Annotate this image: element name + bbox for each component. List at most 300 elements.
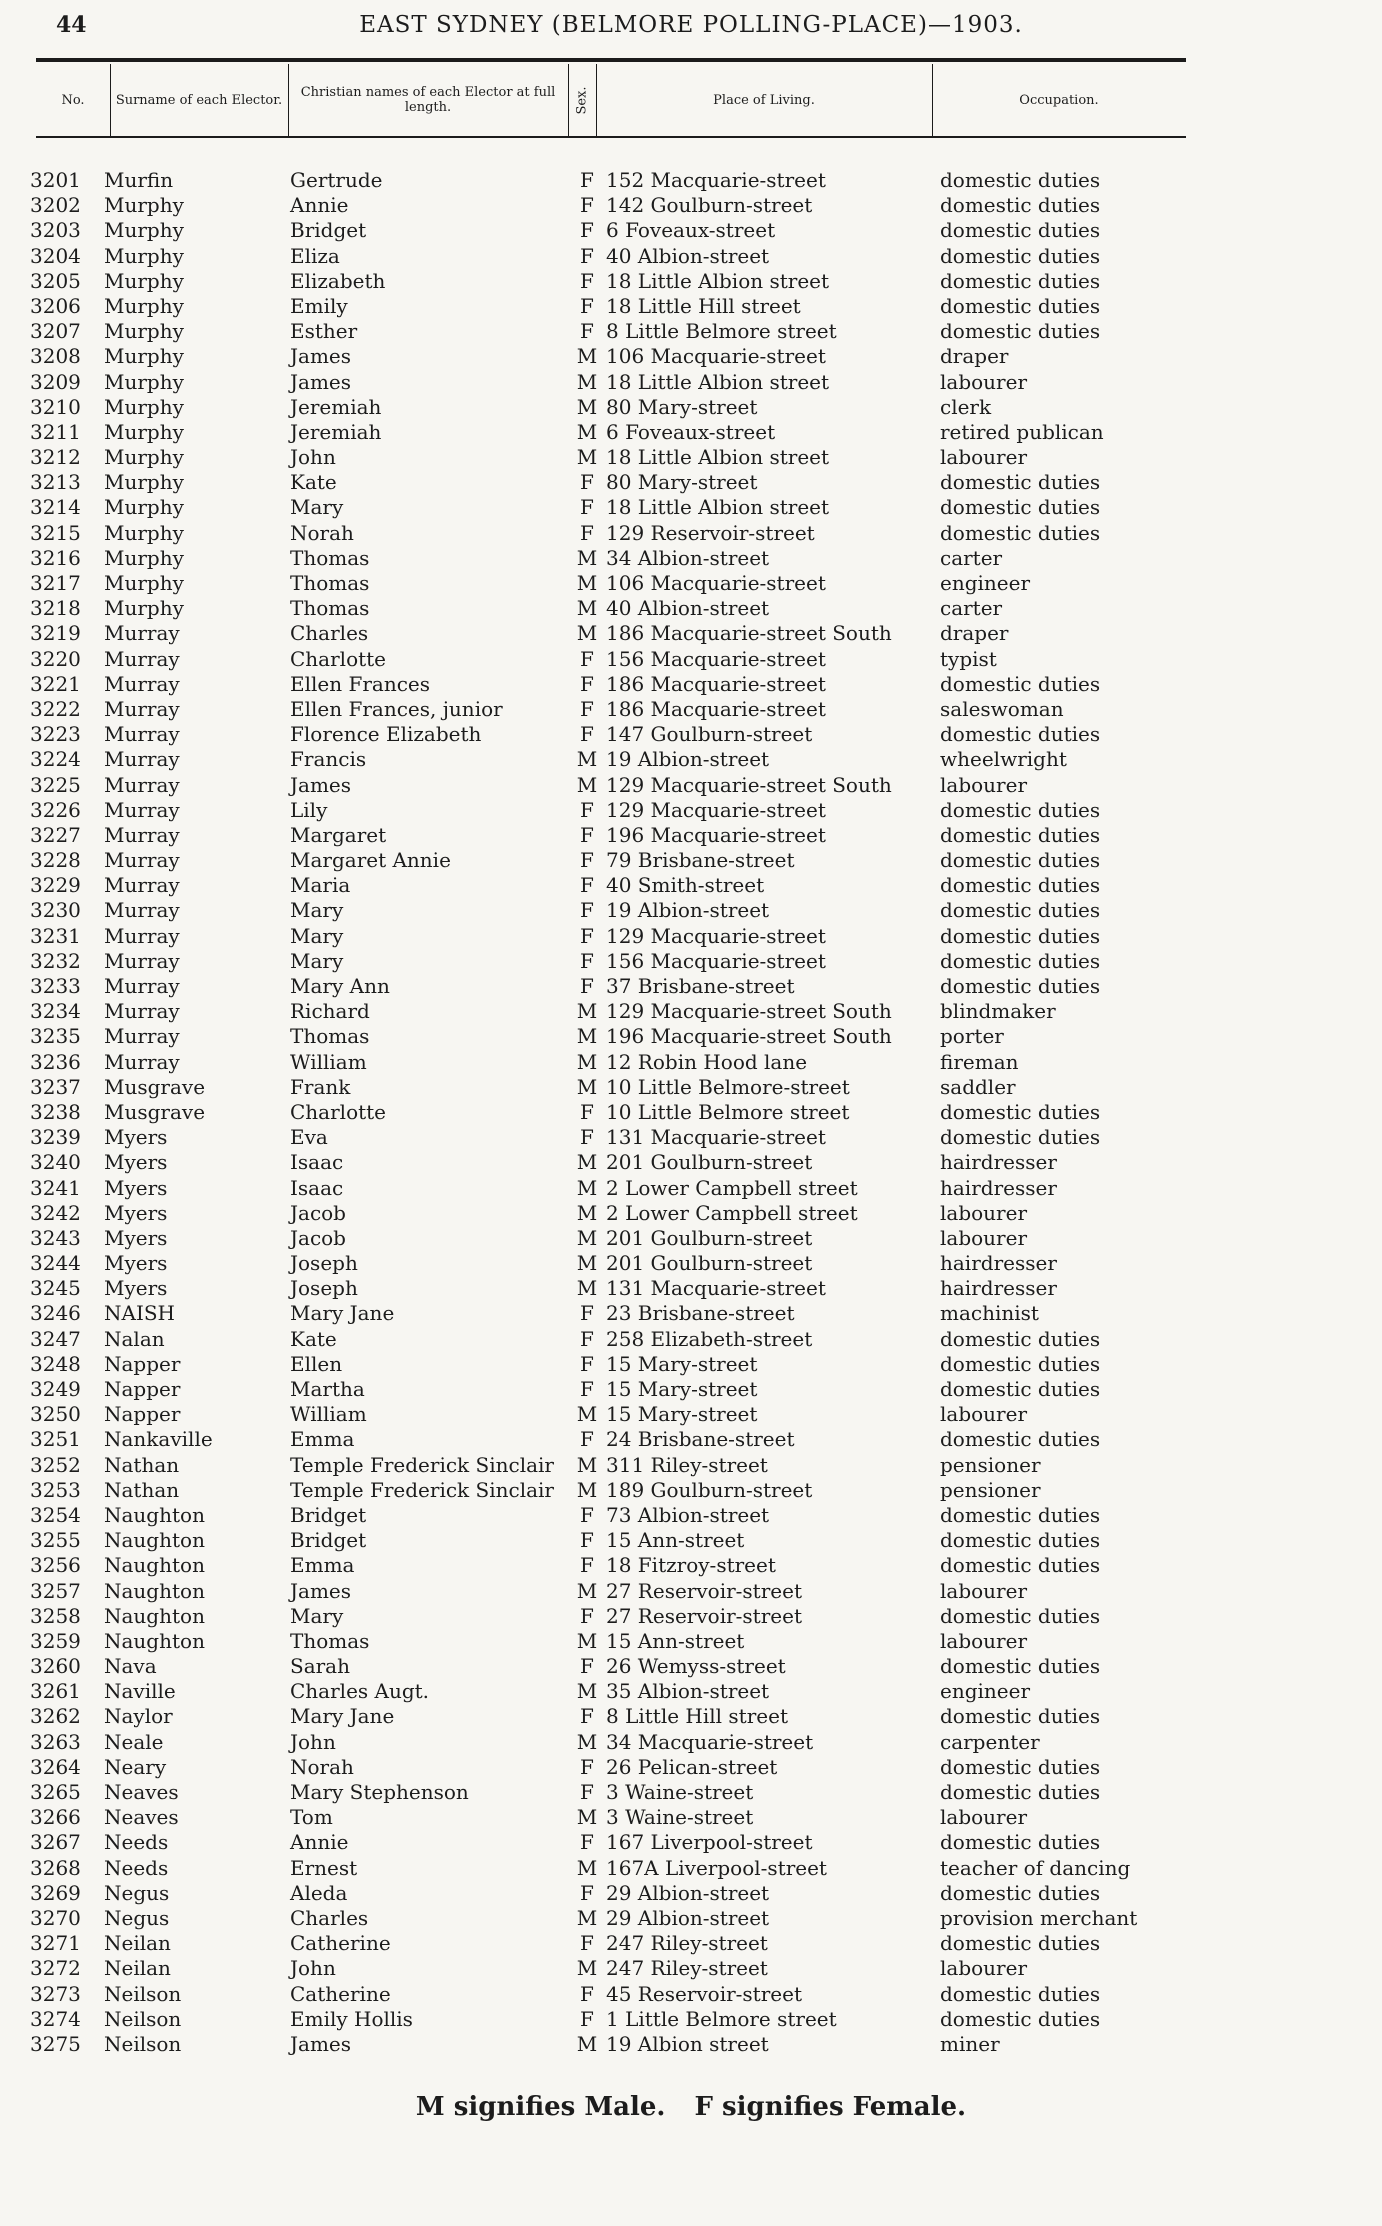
elector-christian-names: Gertrude — [290, 168, 383, 192]
elector-sex: M — [576, 1024, 598, 1049]
elector-occupation: domestic duties — [940, 722, 1101, 747]
elector-surname: Murray — [104, 671, 180, 696]
elector-christian-names: Lily — [290, 797, 328, 822]
elector-christian-names: Kate — [290, 470, 337, 495]
elector-place-of-living: 19 Albion-street — [606, 747, 770, 772]
elector-occupation: domestic duties — [940, 974, 1101, 998]
elector-surname: Neaves — [104, 1805, 179, 1830]
elector-sex: M — [576, 1905, 598, 1930]
elector-christian-names: Thomas — [290, 571, 370, 595]
elector-number: 3267 — [30, 1830, 81, 1855]
elector-surname: Negus — [104, 1905, 170, 1930]
table-row — [0, 571, 1382, 596]
elector-place-of-living: 2 Lower Campbell street — [606, 1200, 858, 1225]
table-row — [0, 697, 1382, 722]
elector-sex: M — [576, 1150, 598, 1175]
elector-number: 3214 — [30, 495, 81, 520]
table-row — [0, 344, 1382, 369]
page-header — [0, 0, 1382, 60]
elector-number: 3237 — [30, 1074, 81, 1099]
elector-christian-names: Jacob — [290, 1225, 346, 1250]
table-row — [0, 521, 1382, 546]
elector-number: 3226 — [30, 797, 81, 822]
elector-place-of-living: 27 Reservoir-street — [606, 1603, 802, 1628]
elector-number: 3275 — [30, 2031, 81, 2056]
elector-christian-names: Thomas — [290, 1024, 370, 1049]
elector-number: 3248 — [30, 1351, 81, 1376]
elector-occupation: miner — [940, 2031, 1000, 2056]
elector-place-of-living: 37 Brisbane-street — [606, 974, 795, 998]
elector-surname: Myers — [104, 1150, 168, 1175]
elector-number: 3225 — [30, 772, 81, 797]
elector-sex: M — [576, 999, 598, 1024]
table-row — [0, 1201, 1382, 1226]
elector-sex: M — [576, 344, 598, 369]
elector-place-of-living: 131 Macquarie-street — [606, 1276, 826, 1301]
elector-place-of-living: 106 Macquarie-street — [606, 344, 826, 369]
elector-place-of-living: 201 Goulburn-street — [606, 1251, 813, 1276]
elector-surname: Naughton — [104, 1553, 205, 1578]
elector-place-of-living: 15 Mary-street — [606, 1402, 758, 1427]
table-row — [0, 873, 1382, 898]
elector-number: 3212 — [30, 445, 81, 470]
elector-christian-names: Emma — [290, 1553, 355, 1578]
table-row — [0, 218, 1382, 243]
elector-surname: Neaves — [104, 1780, 179, 1804]
elector-occupation: labourer — [940, 1200, 1028, 1225]
elector-sex: F — [580, 797, 594, 822]
elector-number: 3263 — [30, 1729, 81, 1754]
elector-place-of-living: 186 Macquarie-street — [606, 671, 826, 696]
elector-sex: F — [580, 722, 594, 747]
elector-occupation: domestic duties — [940, 1654, 1101, 1679]
elector-sex: F — [580, 646, 594, 671]
elector-place-of-living: 247 Riley-street — [606, 1931, 768, 1956]
table-row — [0, 1050, 1382, 1075]
table-row — [0, 1427, 1382, 1452]
elector-christian-names: James — [290, 369, 352, 394]
page-title: EAST SYDNEY (BELMORE POLLING-PLACE)—1903. — [359, 12, 1023, 38]
elector-place-of-living: 73 Albion-street — [606, 1502, 770, 1527]
elector-christian-names: Norah — [290, 520, 354, 545]
elector-sex: M — [576, 621, 598, 646]
elector-occupation: domestic duties — [940, 1099, 1101, 1124]
elector-surname: Nankaville — [104, 1427, 213, 1452]
elector-occupation: domestic duties — [940, 948, 1101, 973]
elector-number: 3228 — [30, 848, 81, 873]
table-row — [0, 168, 1382, 193]
table-row — [0, 1956, 1382, 1981]
header-rule-bottom — [36, 136, 1186, 138]
table-row — [0, 319, 1382, 344]
elector-sex: F — [580, 974, 594, 998]
elector-sex: M — [576, 545, 598, 570]
elector-number: 3215 — [30, 520, 81, 545]
elector-sex: F — [580, 1099, 594, 1124]
elector-sex: F — [580, 319, 594, 344]
elector-occupation: domestic duties — [940, 319, 1101, 344]
table-row — [0, 1125, 1382, 1150]
elector-occupation: domestic duties — [940, 797, 1101, 822]
elector-number: 3220 — [30, 646, 81, 671]
table-row — [0, 1301, 1382, 1326]
elector-surname: Napper — [104, 1402, 181, 1427]
elector-surname: Murray — [104, 822, 180, 847]
elector-surname: Murphy — [104, 218, 184, 243]
elector-place-of-living: 34 Albion-street — [606, 545, 770, 570]
elector-sex: F — [580, 1780, 594, 1804]
elector-sex: M — [576, 394, 598, 419]
elector-number: 3231 — [30, 923, 81, 948]
elector-place-of-living: 167 Liverpool-street — [606, 1830, 813, 1855]
elector-number: 3233 — [30, 974, 81, 998]
elector-occupation: labourer — [940, 445, 1028, 470]
elector-number: 3223 — [30, 722, 81, 747]
elector-number: 3246 — [30, 1301, 81, 1326]
elector-number: 3235 — [30, 1024, 81, 1049]
elector-sex: M — [576, 2031, 598, 2056]
table-row — [0, 924, 1382, 949]
table-row — [0, 546, 1382, 571]
elector-sex: M — [576, 1251, 598, 1276]
elector-occupation: hairdresser — [940, 1175, 1057, 1200]
elector-sex: F — [580, 1830, 594, 1855]
elector-occupation: machinist — [940, 1301, 1039, 1326]
elector-occupation: domestic duties — [940, 1931, 1101, 1956]
page-number: 44 — [56, 12, 87, 38]
elector-number: 3251 — [30, 1427, 81, 1452]
elector-occupation: typist — [940, 646, 997, 671]
elector-number: 3270 — [30, 1905, 81, 1930]
elector-number: 3245 — [30, 1276, 81, 1301]
elector-christian-names: Margaret Annie — [290, 848, 451, 873]
elector-occupation: clerk — [940, 394, 992, 419]
elector-christian-names: Bridget — [290, 1528, 367, 1553]
table-row — [0, 722, 1382, 747]
elector-place-of-living: 186 Macquarie-street — [606, 696, 826, 721]
elector-occupation: domestic duties — [940, 1125, 1101, 1150]
table-row — [0, 1629, 1382, 1654]
elector-surname: Naughton — [104, 1502, 205, 1527]
elector-christian-names: Mary Ann — [290, 974, 390, 998]
elector-number: 3218 — [30, 596, 81, 621]
elector-surname: Murray — [104, 772, 180, 797]
elector-place-of-living: 6 Foveaux-street — [606, 218, 776, 243]
elector-surname: Murray — [104, 948, 180, 973]
elector-place-of-living: 156 Macquarie-street — [606, 948, 826, 973]
elector-sex: M — [576, 1200, 598, 1225]
table-row — [0, 1453, 1382, 1478]
elector-surname: Murray — [104, 873, 180, 898]
elector-christian-names: Ellen — [290, 1351, 343, 1376]
elector-sex: M — [576, 1477, 598, 1502]
elector-list — [0, 168, 1382, 2057]
elector-occupation: pensioner — [940, 1477, 1041, 1502]
elector-christian-names: Jeremiah — [290, 394, 382, 419]
elector-christian-names: Charlotte — [290, 646, 387, 671]
elector-occupation: domestic duties — [940, 1780, 1101, 1804]
elector-place-of-living: 167A Liverpool-street — [606, 1855, 827, 1880]
elector-surname: Neary — [104, 1754, 167, 1779]
table-row — [0, 269, 1382, 294]
elector-surname: Nalan — [104, 1326, 165, 1351]
elector-number: 3273 — [30, 1981, 81, 2006]
elector-occupation: labourer — [940, 1628, 1028, 1653]
elector-place-of-living: 247 Riley-street — [606, 1956, 768, 1981]
elector-christian-names: John — [290, 1956, 336, 1981]
elector-sex: M — [576, 1855, 598, 1880]
elector-number: 3249 — [30, 1377, 81, 1401]
elector-sex: F — [580, 243, 594, 268]
elector-christian-names: Kate — [290, 1326, 337, 1351]
elector-place-of-living: 156 Macquarie-street — [606, 646, 826, 671]
elector-christian-names: William — [290, 1049, 367, 1074]
elector-place-of-living: 79 Brisbane-street — [606, 848, 795, 873]
elector-place-of-living: 26 Wemyss-street — [606, 1654, 786, 1679]
elector-christian-names: Emily Hollis — [290, 2006, 413, 2031]
elector-surname: Naughton — [104, 1528, 205, 1553]
elector-sex: M — [576, 1628, 598, 1653]
table-row — [0, 1982, 1382, 2007]
table-row — [0, 1654, 1382, 1679]
elector-christian-names: Elizabeth — [290, 268, 386, 293]
elector-sex: F — [580, 1502, 594, 1527]
elector-place-of-living: 15 Ann-street — [606, 1628, 745, 1653]
column-header-surname: Surname of each Elector. — [110, 64, 289, 136]
elector-occupation: domestic duties — [940, 495, 1101, 520]
elector-christian-names: Mary Stephenson — [290, 1780, 469, 1804]
elector-place-of-living: 152 Macquarie-street — [606, 168, 826, 192]
elector-surname: Neilson — [104, 1981, 182, 2006]
elector-place-of-living: 129 Macquarie-street — [606, 923, 826, 948]
elector-sex: F — [580, 268, 594, 293]
elector-place-of-living: 3 Waine-street — [606, 1805, 754, 1830]
elector-occupation: domestic duties — [940, 822, 1101, 847]
elector-christian-names: Margaret — [290, 822, 387, 847]
elector-number: 3253 — [30, 1477, 81, 1502]
table-row — [0, 848, 1382, 873]
elector-sex: F — [580, 1981, 594, 2006]
table-row — [0, 596, 1382, 621]
elector-surname: Needs — [104, 1830, 169, 1855]
elector-occupation: carter — [940, 596, 1003, 621]
elector-sex: M — [576, 419, 598, 444]
elector-sex: F — [580, 1880, 594, 1905]
elector-occupation: domestic duties — [940, 293, 1101, 318]
elector-sex: M — [576, 571, 598, 595]
elector-number: 3243 — [30, 1225, 81, 1250]
elector-christian-names: Catherine — [290, 1931, 391, 1956]
elector-place-of-living: 258 Elizabeth-street — [606, 1326, 813, 1351]
table-row — [0, 999, 1382, 1024]
elector-christian-names: Mary — [290, 948, 344, 973]
table-row — [0, 2032, 1382, 2057]
elector-occupation: blindmaker — [940, 999, 1056, 1024]
elector-number: 3271 — [30, 1931, 81, 1956]
elector-surname: NAISH — [104, 1301, 175, 1326]
table-row — [0, 294, 1382, 319]
elector-number: 3236 — [30, 1049, 81, 1074]
elector-place-of-living: 19 Albion-street — [606, 898, 770, 923]
elector-sex: F — [580, 1553, 594, 1578]
elector-surname: Myers — [104, 1251, 168, 1276]
elector-surname: Murphy — [104, 394, 184, 419]
elector-christian-names: Charles Augt. — [290, 1679, 430, 1704]
table-row — [0, 244, 1382, 269]
elector-sex: F — [580, 1654, 594, 1679]
elector-surname: Murphy — [104, 369, 184, 394]
elector-surname: Murray — [104, 898, 180, 923]
elector-christian-names: Aleda — [290, 1880, 348, 1905]
elector-place-of-living: 18 Little Albion street — [606, 445, 830, 470]
elector-place-of-living: 8 Little Belmore street — [606, 319, 837, 344]
elector-occupation: domestic duties — [940, 218, 1101, 243]
table-row — [0, 1075, 1382, 1100]
elector-occupation: domestic duties — [940, 243, 1101, 268]
elector-sex: M — [576, 772, 598, 797]
elector-occupation: labourer — [940, 1805, 1028, 1830]
elector-number: 3259 — [30, 1628, 81, 1653]
elector-sex: F — [580, 898, 594, 923]
elector-surname: Murphy — [104, 520, 184, 545]
elector-christian-names: James — [290, 2031, 352, 2056]
elector-occupation: domestic duties — [940, 1502, 1101, 1527]
elector-sex: F — [580, 470, 594, 495]
elector-place-of-living: 40 Smith-street — [606, 873, 765, 898]
table-row — [0, 1327, 1382, 1352]
elector-surname: Nava — [104, 1654, 157, 1679]
elector-sex: F — [580, 495, 594, 520]
elector-christian-names: Jeremiah — [290, 419, 382, 444]
elector-christian-names: Eliza — [290, 243, 340, 268]
elector-number: 3230 — [30, 898, 81, 923]
elector-occupation: domestic duties — [940, 1351, 1101, 1376]
elector-surname: Murray — [104, 646, 180, 671]
elector-surname: Myers — [104, 1225, 168, 1250]
elector-sex: M — [576, 1956, 598, 1981]
table-row — [0, 395, 1382, 420]
elector-place-of-living: 129 Macquarie-street South — [606, 999, 892, 1024]
table-row — [0, 1478, 1382, 1503]
elector-number: 3265 — [30, 1780, 81, 1804]
elector-number: 3241 — [30, 1175, 81, 1200]
elector-place-of-living: 129 Macquarie-street — [606, 797, 826, 822]
elector-sex: M — [576, 1276, 598, 1301]
elector-surname: Murphy — [104, 571, 184, 595]
elector-place-of-living: 15 Mary-street — [606, 1351, 758, 1376]
elector-christian-names: Richard — [290, 999, 370, 1024]
elector-surname: Musgrave — [104, 1099, 206, 1124]
elector-occupation: hairdresser — [940, 1150, 1057, 1175]
elector-place-of-living: 40 Albion-street — [606, 243, 770, 268]
elector-place-of-living: 80 Mary-street — [606, 394, 758, 419]
elector-place-of-living: 6 Foveaux-street — [606, 419, 776, 444]
table-row — [0, 420, 1382, 445]
column-header-place-of-living: Place of Living. — [596, 64, 933, 136]
elector-occupation: labourer — [940, 369, 1028, 394]
elector-surname: Murray — [104, 722, 180, 747]
elector-surname: Murphy — [104, 293, 184, 318]
elector-sex: F — [580, 923, 594, 948]
elector-christian-names: Sarah — [290, 1654, 350, 1679]
elector-number: 3210 — [30, 394, 81, 419]
elector-christian-names: Francis — [290, 747, 367, 772]
elector-sex: M — [576, 445, 598, 470]
elector-place-of-living: 311 Riley-street — [606, 1452, 768, 1477]
elector-christian-names: Tom — [290, 1805, 333, 1830]
elector-place-of-living: 196 Macquarie-street South — [606, 1024, 892, 1049]
elector-number: 3272 — [30, 1956, 81, 1981]
elector-number: 3240 — [30, 1150, 81, 1175]
table-row — [0, 470, 1382, 495]
elector-number: 3201 — [30, 168, 81, 192]
table-row — [0, 1856, 1382, 1881]
table-row — [0, 672, 1382, 697]
elector-number: 3206 — [30, 293, 81, 318]
elector-surname: Murray — [104, 747, 180, 772]
elector-sex: F — [580, 1125, 594, 1150]
elector-place-of-living: 201 Goulburn-street — [606, 1225, 813, 1250]
elector-place-of-living: 19 Albion street — [606, 2031, 769, 2056]
table-row — [0, 1176, 1382, 1201]
elector-surname: Neale — [104, 1729, 164, 1754]
elector-number: 3234 — [30, 999, 81, 1024]
elector-sex: M — [576, 1679, 598, 1704]
elector-christian-names: Charles — [290, 621, 369, 646]
elector-surname: Myers — [104, 1200, 168, 1225]
elector-surname: Murray — [104, 848, 180, 873]
elector-sex: M — [576, 596, 598, 621]
elector-surname: Myers — [104, 1276, 168, 1301]
elector-place-of-living: 29 Albion-street — [606, 1905, 770, 1930]
elector-christian-names: William — [290, 1402, 367, 1427]
elector-occupation: domestic duties — [940, 1830, 1101, 1855]
table-row — [0, 1579, 1382, 1604]
elector-place-of-living: 106 Macquarie-street — [606, 571, 826, 595]
elector-surname: Murray — [104, 1024, 180, 1049]
elector-number: 3260 — [30, 1654, 81, 1679]
column-header-no: No. — [36, 64, 111, 136]
elector-occupation: engineer — [940, 1679, 1031, 1704]
table-row — [0, 495, 1382, 520]
table-row — [0, 1226, 1382, 1251]
elector-sex: F — [580, 1528, 594, 1553]
elector-christian-names: Joseph — [290, 1251, 358, 1276]
elector-occupation: retired publican — [940, 419, 1104, 444]
elector-christian-names: Esther — [290, 319, 358, 344]
elector-surname: Murphy — [104, 344, 184, 369]
elector-christian-names: Maria — [290, 873, 351, 898]
table-row — [0, 1931, 1382, 1956]
elector-occupation: domestic duties — [940, 1754, 1101, 1779]
elector-sex: F — [580, 1326, 594, 1351]
elector-christian-names: James — [290, 772, 352, 797]
elector-place-of-living: 35 Albion-street — [606, 1679, 770, 1704]
male-legend: M signifies Male. — [415, 2092, 666, 2122]
elector-surname: Murphy — [104, 419, 184, 444]
elector-christian-names: Florence Elizabeth — [290, 722, 482, 747]
elector-christian-names: Temple Frederick Sinclair — [290, 1452, 554, 1477]
elector-occupation: domestic duties — [940, 1427, 1101, 1452]
elector-occupation: domestic duties — [940, 1981, 1101, 2006]
elector-surname: Murray — [104, 999, 180, 1024]
elector-place-of-living: 15 Ann-street — [606, 1528, 745, 1553]
elector-sex: M — [576, 1729, 598, 1754]
table-row — [0, 1755, 1382, 1780]
elector-occupation: porter — [940, 1024, 1004, 1049]
elector-christian-names: Mary — [290, 898, 344, 923]
footer-legend — [0, 2092, 1382, 2122]
